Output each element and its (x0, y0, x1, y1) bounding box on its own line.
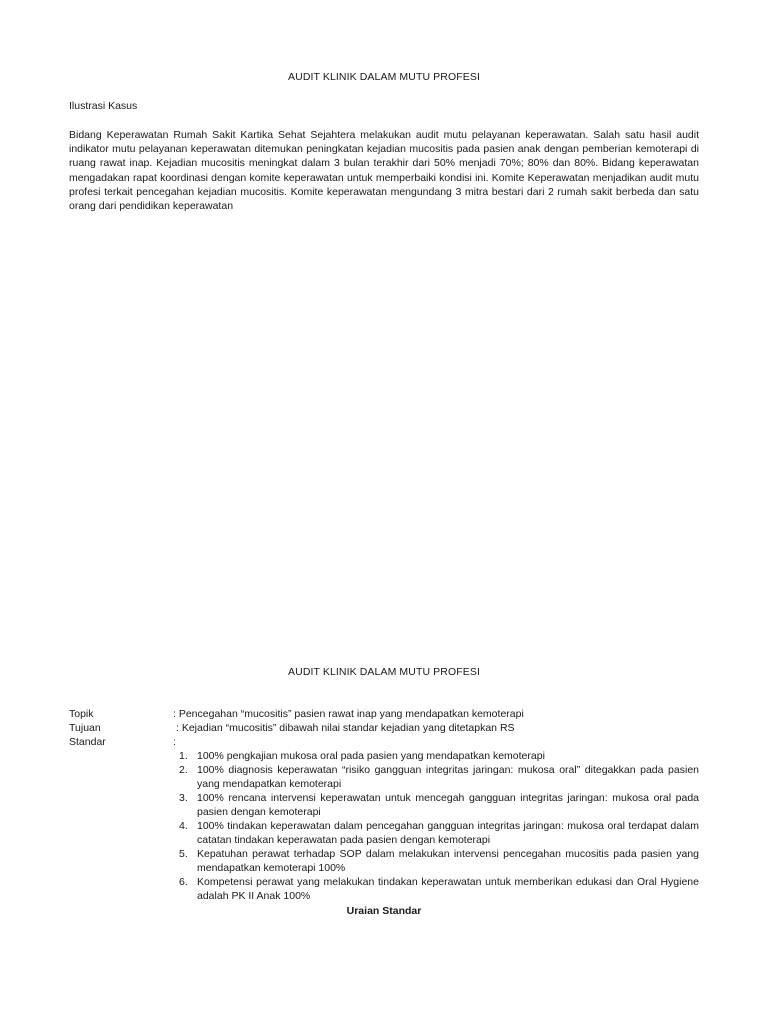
list-item-text: Kompetensi perawat yang melakukan tindakan keperawatan untuk memberikan edukasi dan Oral Hygiene adalah PK II Anak 100% (197, 876, 699, 902)
list-item-number: 2. (179, 764, 188, 776)
section-title: AUDIT KLINIK DALAM MUTU PROFESI (288, 666, 480, 678)
standar-label: Standar (69, 736, 106, 748)
list-item (176, 749, 699, 763)
list-item-number: 4. (179, 820, 188, 832)
document-title: AUDIT KLINIK DALAM MUTU PROFESI (288, 71, 480, 83)
standards-list (176, 749, 699, 903)
uraian-heading (0, 905, 768, 917)
list-item-number: 6. (179, 876, 188, 888)
list-item-text: Kepatuhan perawat terhadap SOP dalam melakukan intervensi pencegahan mucositis pada pasien yang mendapatkan kemoterapi 100% (197, 848, 699, 874)
list-item-text: 100% diagnosis keperawatan “risiko gangguan integritas jaringan: mukosa oral” ditegakkan pada pasien yang mendapatkan kemoterapi (197, 764, 699, 790)
tujuan-label: Tujuan (69, 722, 101, 734)
list-item-number: 5. (179, 848, 188, 860)
topik-row (69, 707, 524, 721)
tujuan-row (69, 721, 515, 735)
case-paragraph: Bidang Keperawatan Rumah Sakit Kartika Sehat Sejahtera melakukan audit mutu pelayanan keperawatan. Salah satu hasil audit indikator mutu pelayanan keperawatan ditemukan peningkatan kejadian mucositis pada pasien anak dengan pemberian kemoterapi di ruang rawat inap. Kejadian mucositis meningkat dalam 3 bulan terakhir dari 50% menjadi 70%; 80% dan 80%. Bidang keperawatan mengadakan rapat koordinasi dengan komite keperawatan untuk memperbaiki kondisi ini. Komite Keperawatan menjadikan audit mutu profesi terkait pencegahan kejadian mucositis. Komite keperawatan mengundang 3 mitra bestari dari 2 rumah sakit berbeda dan satu orang dari pendidikan keperawatan (69, 129, 699, 213)
list-item-number: 1. (179, 750, 188, 762)
list-item (176, 819, 699, 847)
list-item-text: 100% pengkajian mukosa oral pada pasien yang mendapatkan kemoterapi (197, 750, 545, 762)
list-item-text: 100% tindakan keperawatan dalam pencegahan gangguan integritas jaringan: mukosa oral terdapat dalam catatan tindakan keperawatan pada pasien dengan kemoterapi (197, 820, 699, 846)
tujuan-value: : Kejadian “mucositis” dibawah nilai standar kejadian yang ditetapkan RS (176, 722, 515, 734)
list-item-number: 3. (179, 792, 188, 804)
list-item-text: 100% rencana intervensi keperawatan untuk mencegah gangguan integritas jaringan: mukosa oral pada pasien dengan kemoterapi (197, 792, 699, 818)
list-item (176, 875, 699, 903)
uraian-heading-text: Uraian Standar (346, 905, 422, 917)
list-item (176, 847, 699, 875)
topik-label: Topik (69, 708, 94, 720)
standar-row (69, 735, 176, 749)
list-item (176, 791, 699, 819)
standar-value: : (173, 736, 176, 748)
list-item (176, 763, 699, 791)
topik-value: : Pencegahan “mucositis” pasien rawat inap yang mendapatkan kemoterapi (173, 708, 524, 720)
case-heading: Ilustrasi Kasus (69, 100, 138, 112)
